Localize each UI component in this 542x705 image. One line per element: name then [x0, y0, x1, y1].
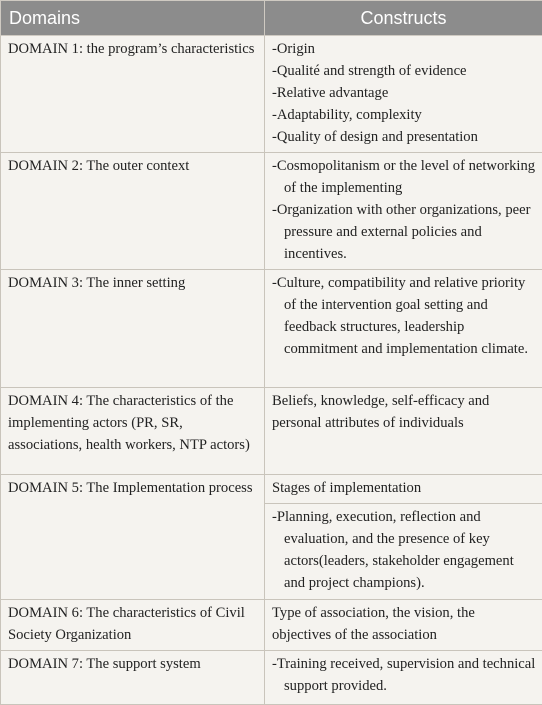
table-row [1, 36, 542, 153]
constructs-list [272, 506, 536, 594]
domain-cell: DOMAIN 6: The characteristics of Civil Society Organization [1, 600, 265, 651]
constructs-cell: Beliefs, knowledge, self-efficacy and personal attributes of individuals [265, 388, 542, 475]
list-item: -Relative advantage [272, 82, 536, 104]
domain-cell: DOMAIN 5: The Implementation process [1, 475, 265, 600]
constructs-list [272, 653, 536, 697]
header-row [1, 1, 542, 36]
list-item: -Training received, supervision and technical support provided. [272, 653, 536, 697]
constructs-cell [265, 504, 542, 600]
list-item: -Origin [272, 38, 536, 60]
table-row [1, 475, 542, 504]
constructs-cell [265, 270, 542, 388]
domain-cell: DOMAIN 1: the program’s characteristics [1, 36, 265, 153]
domain-cell: DOMAIN 7: The support system [1, 651, 265, 705]
list-item: -Cosmopolitanism or the level of networking of the implementing [272, 155, 536, 199]
constructs-list [272, 155, 536, 265]
list-item: -Quality of design and presentation [272, 126, 536, 148]
list-item: -Planning, execution, reflection and evaluation, and the presence of key actors(leaders, stakeholder engagement and project champions). [272, 506, 536, 594]
list-item: -Organization with other organizations, peer pressure and external policies and incentives. [272, 199, 536, 265]
table-row [1, 388, 542, 475]
table-row [1, 270, 542, 388]
constructs-cell [265, 153, 542, 270]
domain-cell: DOMAIN 4: The characteristics of the implementing actors (PR, SR, associations, health workers, NTP actors) [1, 388, 265, 475]
constructs-cell: Type of association, the vision, the objectives of the association [265, 600, 542, 651]
list-item: -Culture, compatibility and relative priority of the intervention goal setting and feedback structures, leadership commitment and implementation climate. [272, 272, 536, 360]
header-constructs: Constructs [265, 1, 542, 36]
domain-cell: DOMAIN 3: The inner setting [1, 270, 265, 388]
constructs-cell: Stages of implementation [265, 475, 542, 504]
header-domains: Domains [1, 1, 265, 36]
constructs-list [272, 272, 536, 360]
constructs-list [272, 38, 536, 148]
list-item: -Qualité and strength of evidence [272, 60, 536, 82]
domain-cell: DOMAIN 2: The outer context [1, 153, 265, 270]
list-item: -Adaptability, complexity [272, 104, 536, 126]
table-row [1, 600, 542, 651]
constructs-cell [265, 36, 542, 153]
table-row [1, 651, 542, 705]
constructs-cell [265, 651, 542, 705]
table-row [1, 153, 542, 270]
